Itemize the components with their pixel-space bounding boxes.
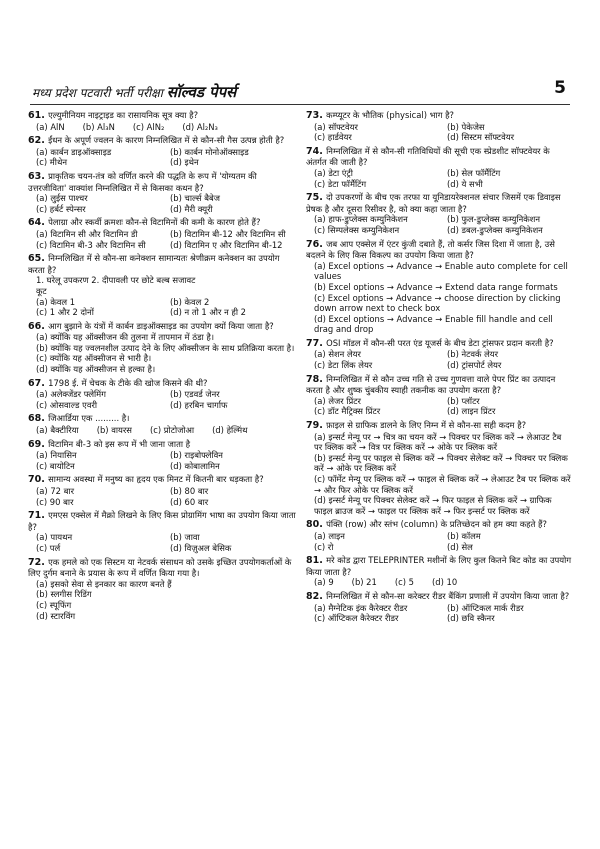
answer-option: (a) क्योंकि यह ऑक्सीजन की तुलना में तापमान में ठंडा है। [36,332,215,343]
answer-option: (c) प्रोटोजोआ [149,425,195,436]
question-number: 79. [306,420,327,432]
answer-option: (c) विटामिन बी-3 और विटामिन सी [36,239,146,250]
answer-option: (a) इसको सेवा से इनकार का कारण बनते हैं [36,578,172,589]
answer-option: (c) 5 [394,577,414,588]
answer-option: (a) पायथन [36,532,73,543]
question-item [306,555,572,588]
answer-options [28,532,296,553]
question-text: विटामिन बी-3 को इस रूप में भी जाना जाता है [48,438,191,449]
answer-option: (d) स्टारविंग [36,610,76,621]
answer-option: (c) ओसवाल्ड एवरी [36,399,98,410]
answer-options [306,432,572,517]
question-number: 74. [306,145,327,157]
question-statement: 1. घरेलू उपकरण 2. दीपावली पर छोटे बल्ब सजावट [36,275,196,286]
question-item [28,413,296,435]
answer-option: (d) हरबिन चार्गाफ [170,399,228,410]
answer-option: (c) पर्ल [36,542,61,553]
question-number: 67. [28,377,49,389]
question-number: 80. [306,519,327,531]
answer-option: (d) सेल [447,541,473,552]
answer-option: (c) स्पूफिंग [36,599,72,610]
answer-option: (d) डबल-डुप्लेक्स कम्युनिकेशन [447,224,543,235]
question-head [306,338,572,350]
answer-options [306,349,572,370]
answer-option: (d) विज़ुअल बेसिक [170,542,232,553]
question-text: पंक्ति (row) और स्तंभ (column) के प्रतिच्छेदन को हम क्या कहते हैं? [326,519,547,530]
page-header [30,72,570,102]
answer-option: (c) सिम्पलेक्स कम्युनिकेशन [314,224,400,235]
answer-option: (a) 9 [314,577,334,588]
question-text: जिआर्डिया एक ......... है। [48,413,130,424]
answer-option: (c) फॉर्मेट मेन्यू पर क्लिक करें → फाइल से क्लिक करें → लेआउट टैब पर क्लिक करें → और फिर ओके पर क्लिक करें [314,474,571,495]
question-head [306,591,572,603]
question-statement: कूट [36,285,47,296]
question-text: निम्नलिखित में से कौन उच्च गति से उच्च गुणवत्ता वाले पेपर प्रिंट का उत्पादन करता है और शुष्क चुंबकीय स्याही तकनीक का उपयोग करता है? [306,373,556,396]
question-item [28,171,296,214]
question-item [28,217,296,250]
answer-option: (c) 90 बार [36,496,74,507]
question-item [28,378,296,411]
page-number: 5 [554,78,566,98]
question-head [28,217,296,229]
question-text: पेलाग्रा और स्कर्वी क्रमशः कौन-से विटामिनों की कमी के कारण होते हैं? [48,217,261,228]
answer-option: (a) केवल 1 [36,296,76,307]
question-number: 76. [306,238,327,250]
answer-options [306,214,572,235]
question-text: प्राकृतिक चयन-तंत्र को वर्णित करने की पद्धति के रूप में 'योग्यतम की उत्तरजीविता' वाक्यांश निम्नलिखित में से किसका कथन है? [28,170,257,193]
question-number: 63. [28,170,49,182]
answer-option: (a) डेटा एंट्री [314,167,353,178]
answer-option: (b) केवल 2 [170,296,210,307]
question-item [28,474,296,507]
question-item [306,239,572,335]
answer-option: (c) ऑप्टिकल कैरेक्टर रीडर [314,613,399,624]
question-text: एक हमले को एक सिस्टम या नेटवर्क संसाधन को उसके इच्छित उपयोगकर्ताओं के लिए दुर्गम बनाने के प्रयास के रूप में वर्णित किया गया है। [28,556,292,579]
question-number: 75. [306,192,327,204]
question-head [28,253,296,275]
question-number: 65. [28,253,49,265]
answer-option: (d) इन्सर्ट मेन्यू पर पिक्चर सेलेक्ट करें → फिर फाइल से क्लिक करें → ग्राफिक फाइल ब्राउज करें → फाइल पर क्लिक करें → फिर इन्सर्ट पर क्लिक करें [314,495,552,516]
answer-option: (b) नेटवर्क लेयर [447,349,499,360]
answer-options [306,577,572,588]
question-text: फ़ाइल से ग्राफिक डालने के लिए निम्न में से कौन-सा सही कदम है? [326,420,527,431]
question-head [306,420,572,432]
question-head [28,135,296,147]
answer-options [28,389,296,410]
question-text: एमएस एक्सेल में मैक्रो लिखने के लिए किस प्रोग्रामिंग भाषा का उपयोग किया जाता है? [28,510,296,532]
question-number: 62. [28,135,49,147]
question-head [306,239,572,261]
header-divider [30,104,570,105]
question-text: निम्नलिखित में से कौन-सा कनेक्शन सामान्यतः श्रेणीक्रम कनेक्शन का उपयोग करता है? [28,253,280,275]
question-number: 69. [28,438,49,450]
question-head [306,374,572,396]
answer-options [28,332,296,374]
answer-option: (c) डॉट मैट्रिक्स प्रिंटर [314,406,381,417]
answer-option: (d) सिस्टम सॉफ्टवेयर [447,132,515,143]
answer-option: (c) 1 और 2 दोनों [36,307,94,318]
question-item [306,192,572,235]
question-item [28,557,296,622]
question-number: 61. [28,110,49,121]
question-head [28,413,296,425]
answer-option: (a) बैक्टीरिया [36,425,79,436]
answer-option: (d) मैरी क्यूरी [170,203,213,214]
answer-option: (b) ऑप्टिकल मार्क रीडर [447,602,524,613]
question-head [306,192,572,214]
answer-options [306,603,572,624]
question-head [28,474,296,486]
question-text: जब आप एक्सेल में एंटर कुंजी दबाते हैं, तो कर्सर जिस दिशा में जाता है, उसे बदलने के लिए किस विकल्प का उपयोग किया जाता है? [306,238,555,261]
question-number: 77. [306,337,327,349]
answer-option: (a) Excel options → Advance → Enable auto complete for cell values [314,260,568,282]
answer-option: (c) बायोटिन [36,460,75,471]
question-item [28,439,296,472]
answer-option: (d) हेल्मिंथ [212,425,248,436]
answer-option: (a) विटामिन सी और विटामिन डी [36,228,138,239]
question-item [28,135,296,168]
question-head [28,510,296,532]
answer-options [28,147,296,168]
answer-option: (a) सॉफ्टवेयर [314,121,358,132]
answer-option: (d) लाइन प्रिंटर [447,406,496,417]
answer-option: (a) अलेक्जेंडर फ्लेमिंग [36,389,106,400]
answer-option: (a) लेजर प्रिंटर [314,395,361,406]
question-number: 71. [28,510,49,522]
question-head [28,378,296,390]
answer-options [28,122,296,133]
answer-option: (d) Excel options → Advance → Enable fill handle and cell drag and drop [314,313,553,335]
question-number: 66. [28,320,49,332]
question-item [306,338,572,371]
answer-options [28,486,296,507]
question-number: 81. [306,555,327,567]
question-item [28,510,296,553]
answer-option: (a) AlN [36,121,65,132]
question-number: 82. [306,590,327,602]
answer-option: (d) इथेन [170,157,199,168]
answer-option: (b) पेकेजेस [447,121,485,132]
answer-option: (d) 10 [431,577,458,588]
question-number: 64. [28,217,49,229]
question-text: OSI मॉडल में कौन-सी परत एंड यूजर्स के बीच डेटा ट्रांसफर प्रदान करती है? [326,337,554,348]
question-head [28,321,296,333]
answer-option: (a) लुईस पाश्चर [36,193,88,204]
question-item [306,374,572,417]
answer-options [28,579,296,621]
answer-option: (c) हार्डवेयर [314,132,352,143]
answer-option: (d) क्योंकि यह ऑक्सीजन से हल्का है। [36,364,156,375]
answer-option: (b) कार्बन मोनोऑक्साइड [170,146,249,157]
answer-option: (b) Al₃N [82,121,115,132]
question-head [306,110,572,122]
question-head [28,110,296,122]
answer-option: (c) मीथेन [36,157,67,168]
answer-option: (d) न तो 1 और न ही 2 [170,307,246,318]
question-text: कम्प्यूटर के भौतिक (physical) भाग है? [326,110,454,120]
answer-option: (c) डेटा लिंक लेयर [314,360,373,371]
answer-options [306,396,572,417]
question-head [28,171,296,193]
answer-option: (b) जावा [170,532,200,543]
question-head [306,146,572,168]
answer-option: (b) 80 बार [170,486,209,496]
answer-option: (d) Al₂N₃ [182,121,218,132]
question-number: 78. [306,373,327,385]
answer-options [28,297,296,318]
answer-option: (a) 72 बार [36,486,75,496]
answer-option: (b) राइबोफ्लेविन [170,450,223,461]
answer-option: (d) ट्रांसपोर्ट लेयर [447,360,502,371]
question-item [28,253,296,318]
question-text: ईंधन के अपूर्ण ज्वलन के कारण निम्नलिखित में से कौन-सी गैस उत्पन्न होती है? [48,135,285,146]
answer-option: (a) सेशन लेयर [314,349,361,360]
question-text: आग बुझाने के यंत्रों में कार्बन डाइऑक्साइड का उपयोग क्यों किया जाता है? [48,320,274,331]
answer-option: (a) कार्बन डाइऑक्साइड [36,146,112,157]
answer-option: (c) AlN₂ [132,121,165,132]
question-item [306,519,572,552]
answer-option: (b) चार्ल्स बैबेज [170,193,220,204]
answer-option: (b) कॉलम [447,530,481,541]
answer-option: (b) एडवर्ड जेनर [170,389,220,400]
answer-options [306,168,572,189]
header-title [32,82,236,102]
answer-option: (b) सेल फॉर्मैटिंग [447,167,501,178]
answer-option: (b) 21 [351,577,377,588]
answer-option: (d) विटामिन ए और विटामिन बी-12 [170,239,283,250]
question-number: 68. [28,413,49,425]
question-item [28,110,296,132]
answer-option: (c) डेटा फॉर्मैटिंग [314,178,367,189]
answer-option: (a) हाफ-डुप्लेक्स कम्युनिकेशन [314,214,408,225]
answer-option: (a) लाइन [314,530,345,541]
answer-option: (c) रो [314,541,334,552]
header-title-main: सॉल्वड पेपर्स [166,83,237,101]
answer-option: (d) 60 बार [170,496,209,507]
answer-option: (d) कोबालामिन [170,460,220,471]
question-number: 70. [28,474,49,486]
answer-option: (b) फुल-डुप्लेक्स कम्युनिकेशन [447,214,540,225]
answer-options [306,531,572,552]
question-number: 73. [306,110,327,121]
answer-options [28,425,296,436]
question-text: सामान्य अवस्था में मनुष्य का हृदय एक मिनट में कितनी बार धड़कता है? [48,474,264,485]
question-item [306,591,572,624]
left-column [28,110,296,624]
answer-option: (b) Excel options → Advance → Extend data range formats [314,281,558,292]
answer-option: (c) हर्बर्ट स्पेन्सर [36,203,86,214]
question-head [28,557,296,579]
answer-options [306,122,572,143]
question-text: निम्नलिखित में से कौन-सी गतिविधियों की सूची एक स्प्रेडशीट सॉफ्टवेयर के अंतर्गत की जाती है? [306,145,550,168]
answer-option: (b) विटामिन बी-12 और विटामिन सी [170,228,286,239]
answer-option: (b) क्योंकि यह ज्वलनशील उत्पाद देने के लिए ऑक्सीजन के साथ प्रतिक्रिया करता है। [36,342,295,353]
answer-options [28,450,296,471]
answer-options [28,229,296,250]
question-head [28,439,296,451]
answer-option: (d) छवि स्कैनर [447,613,495,624]
answer-option: (d) ये सभी [447,178,483,189]
question-text: एल्युमीनियम नाइट्राइड का रासायनिक सूत्र क्या है? [48,110,199,120]
question-number: 72. [28,556,49,568]
header-title-prefix: मध्य प्रदेश पटवारी भर्ती परीक्षा [32,86,163,100]
question-head [306,519,572,531]
answer-option: (b) स्लगीस रिडिंग [36,589,92,600]
question-item [306,420,572,516]
answer-option: (a) नियासिन [36,450,77,461]
right-column [306,110,572,627]
answer-option: (b) प्लॉटर [447,395,480,406]
answer-options [306,261,572,335]
question-text: दो उपकरणों के बीच एक तरफा या यूनिडायरेक्शनल संचार जिसमें एक डिवाइस प्रेषक है और दूसरा रिसीवर है, को क्या कहा जाता है? [306,192,561,214]
answer-options [28,193,296,214]
question-head [306,555,572,577]
answer-option: (a) इन्सर्ट मेन्यू पर → चित्र का चयन करें → पिक्चर पर क्लिक करें → लेआउट टैब पर क्लिक करें → वित्र पर क्लिक करें → ओके पर क्लिक करें [314,431,562,453]
answer-option: (c) क्योंकि यह ऑक्सीजन से भारी है। [36,353,152,364]
question-text: निम्नलिखित में से कौन-सा करेक्टर रीडर बैंकिंग प्रणाली में उपयोग किया जाता है? [326,590,570,601]
question-item [28,321,296,375]
question-text: 1798 ई. में चेचक के टीके की खोज किसने की थी? [48,377,208,388]
answer-option: (b) इन्सर्ट मेन्यू पर फाइल से क्लिक करें → पिक्चर सेलेक्ट करें → पिक्चर पर क्लिक करें → ओके पर क्लिक करें [314,452,568,474]
answer-option: (b) वायरस [96,425,132,436]
question-text: मरे कोड द्वारा TELEPRINTER मशीनों के लिए कुल कितने बिट कोड का उपयोग किया जाता है? [306,555,572,577]
question-item [306,146,572,189]
answer-option: (a) मैग्नेटिक इंक कैरेक्टर रीडर [314,602,408,613]
question-item [306,110,572,143]
answer-option: (c) Excel options → Advance → choose direction by clicking down arrow next to check box [314,292,561,314]
